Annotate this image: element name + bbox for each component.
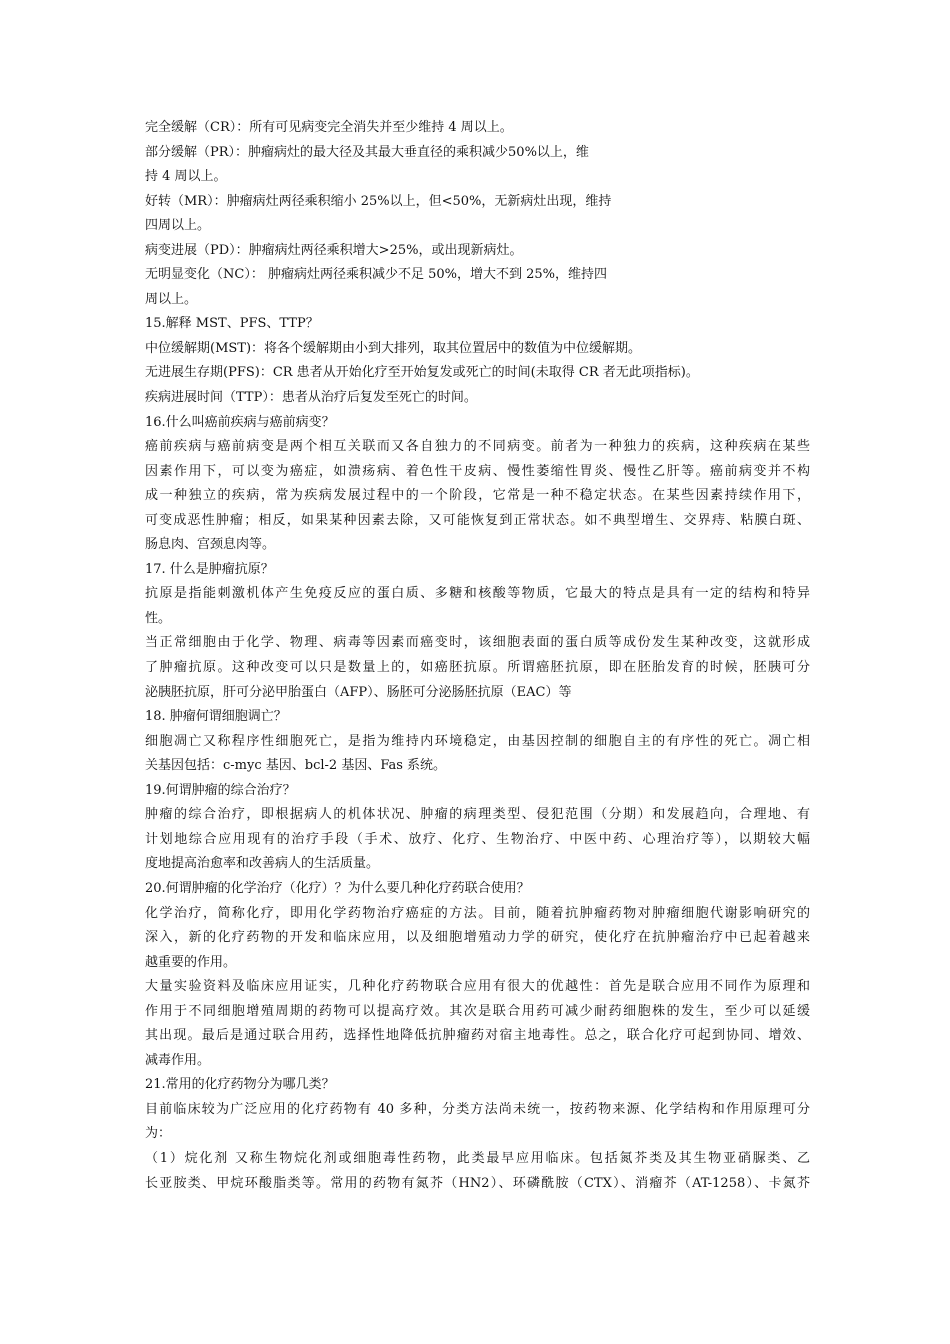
text-line: 作用于不同细胞增殖周期的药物可以提高疗效。其次是联合用药可减少耐药细胞株的发生，至少可以延缓 — [145, 1003, 810, 1019]
text-line: 癌前疾病与癌前病变是两个相互关联而又各自独力的不同病变。前者为一种独力的疾病，这种疾病在某些 — [145, 439, 810, 455]
text-line: 关基因包括：c-myc 基因、bcl-2 基因、Fas 系统。 — [145, 758, 447, 774]
question-heading: 19.何谓肿瘤的综合治疗？ — [145, 782, 296, 798]
text-line: 成一种独立的疾病，常为疾病发展过程中的一个阶段，它常是一种不稳定状态。在某些因素持续作用下， — [145, 488, 810, 504]
text-line: 大量实验资料及临床应用证实，几种化疗药物联合应用有很大的优越性：首先是联合应用不同作为原理和 — [145, 979, 810, 995]
text-line: 肿瘤的综合治疗，即根据病人的机体状况、肿瘤的病理类型、侵犯范围（分期）和发展趋向，合理地、有 — [145, 807, 810, 823]
text-line: 越重要的作用。 — [145, 954, 237, 970]
text-line: 长亚胺类、甲烷环酸脂类等。常用的药物有氮芥（HN2）、环磷酰胺（CTX）、消瘤芥（AT-1258）、卡氮芥 — [145, 1175, 810, 1191]
question-heading: 21.常用的化疗药物分为哪几类？ — [145, 1077, 335, 1093]
text-line: 完全缓解（CR）：所有可见病变完全消失并至少维持 4 周以上。 — [145, 120, 513, 135]
text-line: 持 4 周以上。 — [145, 169, 227, 185]
text-line: 部分缓解（PR）：肿瘤病灶的最大径及其最大垂直径的乘积减少50%以上，维 — [145, 144, 589, 160]
text-line: 泌胰胚抗原，肝可分泌甲胎蛋白（AFP）、肠胚可分泌肠胚抗原（EAC）等 — [145, 684, 572, 700]
text-line: 抗原是指能刺激机体产生免疫反应的蛋白质、多糖和核酸等物质，它最大的特点是具有一定的结构和特异 — [145, 586, 810, 602]
text-line: 周以上。 — [145, 291, 198, 307]
text-line: （1）烷化剂 又称生物烷化剂或细胞毒性药物，此类最早应用临床。包括氮芥类及其生物亚硝脲类、乙 — [145, 1150, 810, 1166]
text-line: 深入，新的化疗药物的开发和临床应用，以及细胞增殖动力学的研究，使化疗在抗肿瘤治疗中已起着越来 — [145, 930, 810, 946]
question-heading: 20.何谓肿瘤的化学治疗（化疗）？为什么要几种化疗药联合使用？ — [145, 880, 530, 896]
text-line: 无进展生存期(PFS)：CR 患者从开始化疗至开始复发或死亡的时间(未取得 CR 者无此项指标)。 — [145, 365, 699, 381]
question-heading: 16.什么叫癌前疾病与癌前病变？ — [145, 414, 335, 430]
text-line: 因素作用下，可以变为癌症，如溃疡病、着色性干皮病、慢性萎缩性胃炎、慢性乙肝等。癌前病变并不构 — [145, 463, 810, 479]
text-line: 了肿瘤抗原。这种改变可以只是数量上的，如癌胚抗原。所谓癌胚抗原，即在胚胎发育的时候，胚胰可分 — [145, 660, 810, 676]
text-line: 四周以上。 — [145, 218, 211, 234]
text-line: 无明显变化（NC）： 肿瘤病灶两径乘积减少不足 50%，增大不到 25%，维持四 — [145, 267, 608, 283]
text-line: 为： — [145, 1126, 172, 1142]
text-line: 性。 — [145, 610, 172, 626]
text-line: 目前临床较为广泛应用的化疗药物有 40 多种，分类方法尚未统一，按药物来源、化学结构和作用原理可分 — [145, 1101, 810, 1117]
text-line: 病变进展（PD）：肿瘤病灶两径乘积增大>25%，或出现新病灶。 — [145, 242, 523, 258]
text-line: 计划地综合应用现有的治疗手段（手术、放疗、化疗、生物治疗、中医中药、心理治疗等），以期较大幅 — [145, 831, 810, 847]
text-line: 当正常细胞由于化学、物理、病毒等因素而癌变时，该细胞表面的蛋白质等成份发生某种改变，这就形成 — [145, 635, 810, 651]
text-line: 减毒作用。 — [145, 1052, 211, 1068]
document-page — [145, 116, 810, 1196]
question-heading: 15.解释 MST、PFS、TTP？ — [145, 316, 319, 332]
text-line: 中位缓解期(MST)：将各个缓解期由小到大排列，取其位置居中的数值为中位缓解期。 — [145, 340, 642, 356]
text-line: 其出现。最后是通过联合用药，选择性地降低抗肿瘤药对宿主地毒性。总之，联合化疗可起到协同、增效、 — [145, 1028, 810, 1044]
text-line: 化学治疗，简称化疗，即用化学药物治疗癌症的方法。目前，随着抗肿瘤药物对肿瘤细胞代谢影响研究的 — [145, 905, 810, 921]
question-heading: 18. 肿瘤何谓细胞调亡？ — [145, 709, 287, 725]
question-heading: 17. 什么是肿瘤抗原？ — [145, 561, 274, 577]
text-line: 肠息肉、宫颈息肉等。 — [145, 537, 276, 553]
text-line: 度地提高治愈率和改善病人的生活质量。 — [145, 856, 380, 872]
text-line: 好转（MR）：肿瘤病灶两径乘积缩小 25%以上，但<50%，无新病灶出现，维持 — [145, 193, 612, 209]
text-line: 可变成恶性肿瘤；相反，如果某种因素去除，又可能恢复到正常状态。如不典型增生、交界痔、粘膜白斑、 — [145, 512, 810, 528]
text-line: 细胞凋亡又称程序性细胞死亡，是指为维持内环境稳定，由基因控制的细胞自主的有序性的死亡。凋亡相 — [145, 733, 810, 749]
text-line: 疾病进展时间（TTP）：患者从治疗后复发至死亡的时间。 — [145, 390, 477, 406]
